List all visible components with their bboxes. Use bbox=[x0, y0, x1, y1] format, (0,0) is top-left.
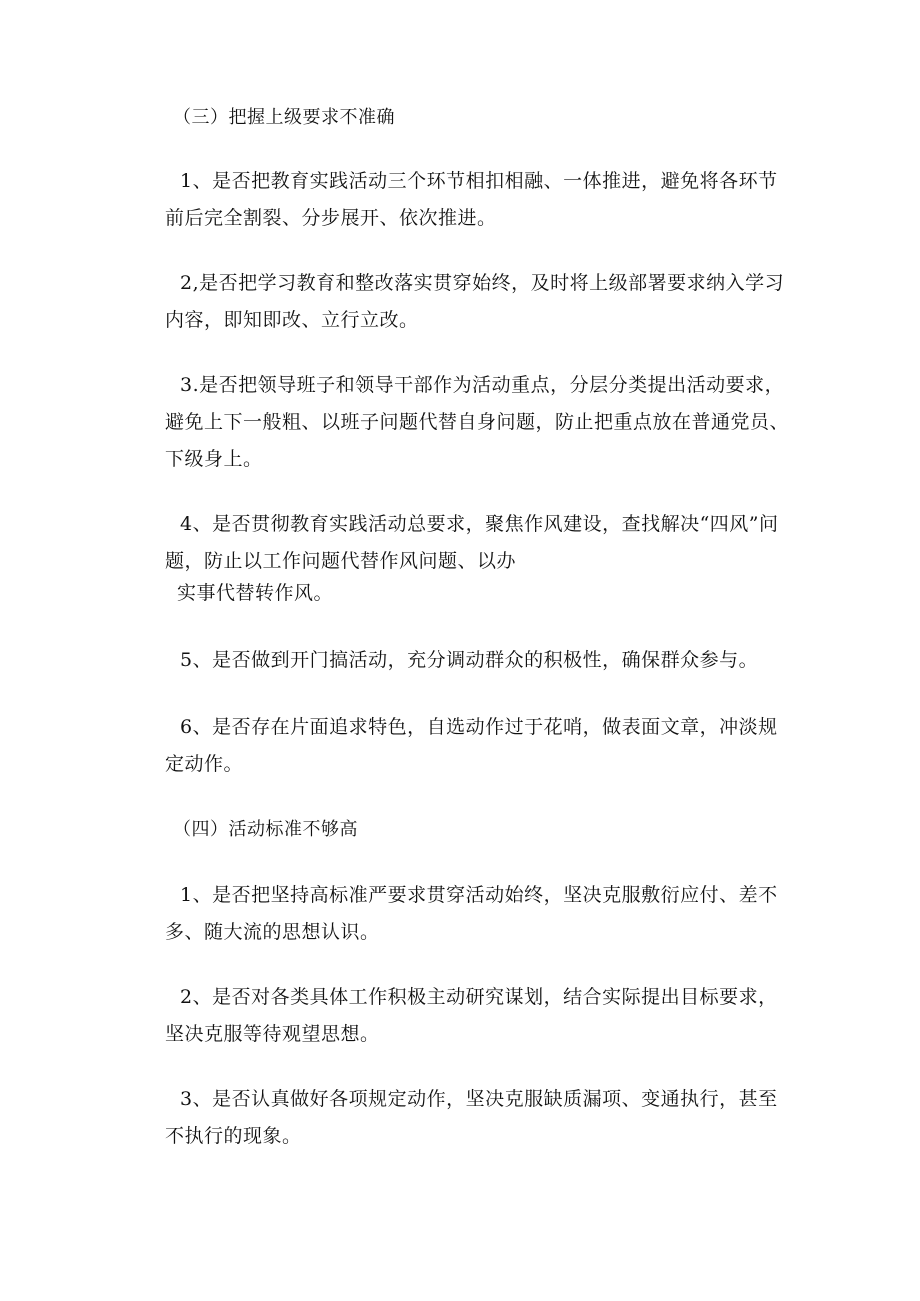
section-heading-3: （三）把握上级要求不准确 bbox=[173, 107, 395, 128]
section-heading-4: （四）活动标准不够高 bbox=[173, 819, 358, 840]
paragraph-4-3: 3、是否认真做好各项规定动作，坚决克服缺质漏项、变通执行，甚至不执行的现象。 bbox=[165, 1088, 778, 1147]
paragraph-3-5: 5、是否做到开门搞活动，充分调动群众的积极性，确保群众参与。 bbox=[180, 649, 759, 671]
paragraph-3-4: 4、是否贯彻教育实践活动总要求，聚焦作风建设，查找解决“四风”问题，防止以工作问题代替作风问题、以办 bbox=[165, 513, 779, 572]
paragraph-3-2: 2,是否把学习教育和整改落实贯穿始终，及时将上级部署要求纳入学习内容，即知即改、立行立改。 bbox=[165, 272, 785, 331]
paragraph-4-1: 1、是否把坚持高标准严要求贯穿活动始终，坚决克服敷衍应付、差不多、随大流的思想认识。 bbox=[165, 884, 778, 943]
paragraph-3-1: 1、是否把教育实践活动三个环节相扣相融、一体推进，避免将各环节前后完全割裂、分步展开、依次推进。 bbox=[165, 170, 778, 229]
paragraph-4-2: 2、是否对各类具体工作积极主动研究谋划，结合实际提出目标要求，坚决克服等待观望思想。 bbox=[165, 986, 778, 1045]
paragraph-3-3: 3.是否把领导班子和领导干部作为活动重点，分层分类提出活动要求，避免上下一般粗、以班子问题代替自身问题，防止把重点放在普通党员、下级身上。 bbox=[165, 374, 790, 470]
paragraph-3-6: 6、是否存在片面追求特色，自选动作过于花哨，做表面文章，冲淡规定动作。 bbox=[165, 716, 778, 775]
paragraph-3-4-continuation: 实事代替转作风。 bbox=[177, 582, 334, 604]
